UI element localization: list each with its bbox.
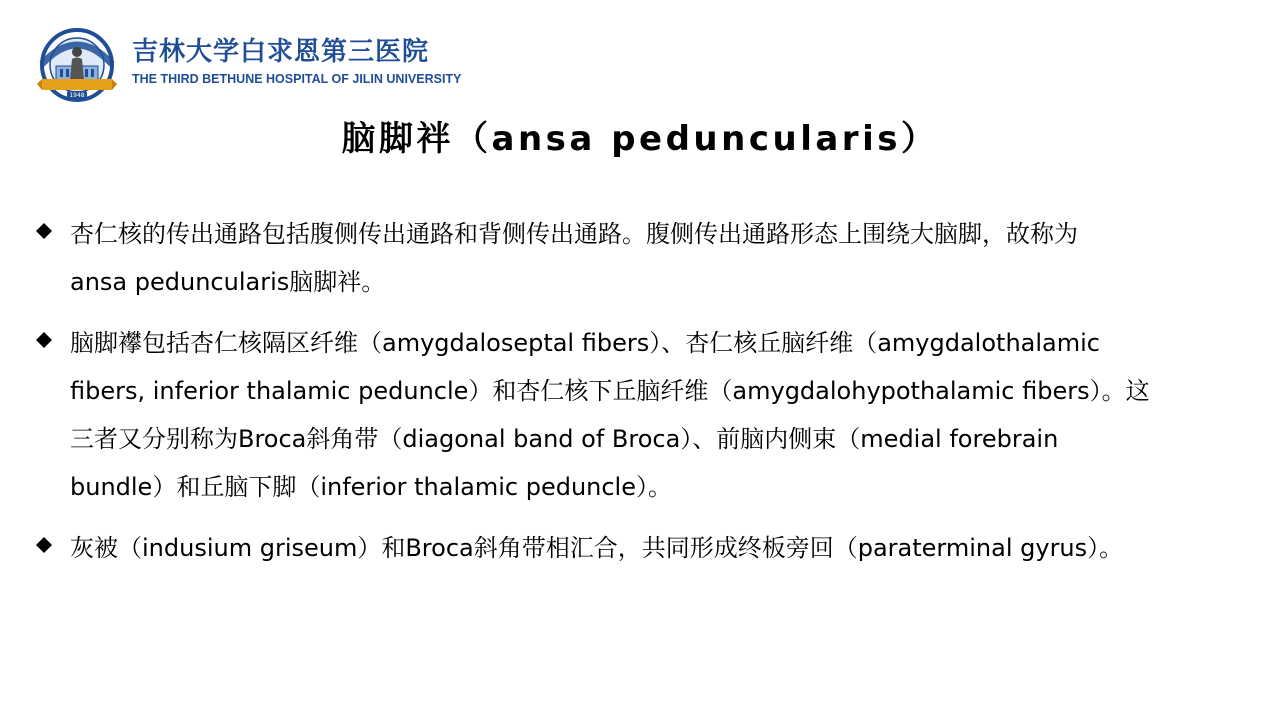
bullet-list xyxy=(36,210,1261,585)
hospital-name xyxy=(132,36,462,87)
hospital-name-cn: 吉林大学白求恩第三医院 xyxy=(132,37,430,67)
emblem-year: 1948 xyxy=(69,92,85,99)
bullet-line: 灰被（indusium griseum）和Broca斜角带相汇合，共同形成终板旁回（paraterminal gyrus）。 xyxy=(70,534,1124,562)
bullet-line: fibers, inferior thalamic peduncle）和杏仁核下丘脑纤维（amygdalohypothalamic fibers）。这 xyxy=(70,377,1150,405)
diamond-bullet-icon xyxy=(36,537,52,553)
hospital-name-en: THE THIRD BETHUNE HOSPITAL OF JILIN UNIVERSITY xyxy=(132,72,462,86)
bullet-item xyxy=(36,210,1261,306)
diamond-bullet-icon xyxy=(36,223,52,239)
bullet-line: 杏仁核的传出通路包括腹侧传出通路和背侧传出通路。腹侧传出通路形态上围绕大脑脚，故称为 xyxy=(70,220,1078,248)
hospital-emblem-icon xyxy=(36,28,118,102)
diamond-bullet-icon xyxy=(36,332,52,348)
bullet-item xyxy=(36,524,1261,572)
bullet-line: ansa peduncularis脑脚袢。 xyxy=(70,268,386,296)
slide-title: 脑脚袢（ansa peduncularis） xyxy=(341,119,939,159)
bullet-line: 脑脚襻包括杏仁核隔区纤维（amygdaloseptal fibers）、杏仁核丘脑纤维（amygdalothalamic xyxy=(70,329,1100,357)
bullet-item xyxy=(36,319,1261,511)
bullet-line: bundle）和丘脑下脚（inferior thalamic peduncle）。 xyxy=(70,473,672,501)
bullet-line: 三者又分别称为Broca斜角带（diagonal band of Broca）、前脑内侧束（medial forebrain xyxy=(70,425,1059,453)
